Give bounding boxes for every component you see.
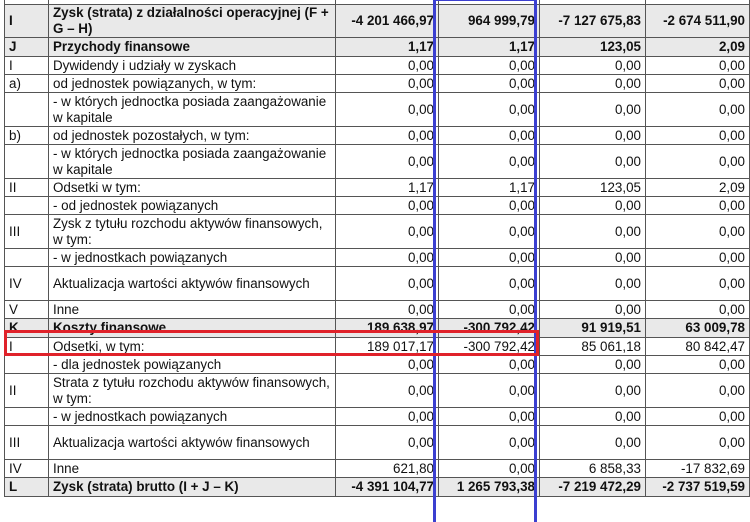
table-row xyxy=(5,179,750,197)
row-label: Dywidendy i udziały w zyskach xyxy=(49,57,336,75)
value-cell-col-3: 0,00 xyxy=(540,145,646,179)
value-cell-col-2: 0,00 xyxy=(439,408,540,426)
row-code xyxy=(5,249,49,267)
value-cell-col-3: 0,00 xyxy=(540,426,646,460)
row-code: II xyxy=(5,374,49,408)
value-cell-col-1: 0,00 xyxy=(336,93,439,127)
value-cell-col-3: 0,00 xyxy=(540,127,646,145)
value-cell-col-3: 123,05 xyxy=(540,38,646,57)
row-label: Strata z tytułu rozchodu aktywów finansowych, w tym: xyxy=(49,374,336,408)
value-cell-col-4: -17 832,69 xyxy=(646,460,750,478)
row-label: Zysk (strata) z działalności operacyjnej (F + G – H) xyxy=(49,5,336,38)
value-cell-col-2: 1,17 xyxy=(439,38,540,57)
value-cell-col-1: 1,17 xyxy=(336,38,439,57)
value-cell-col-4: -2 737 519,59 xyxy=(646,478,750,497)
value-cell-col-2: 0,00 xyxy=(439,127,540,145)
row-code: I xyxy=(5,338,49,356)
row-label: Koszty finansowe xyxy=(49,319,336,338)
value-cell-col-3: 0,00 xyxy=(540,408,646,426)
row-code xyxy=(5,145,49,179)
value-cell-col-1: 0,00 xyxy=(336,426,439,460)
value-cell-col-2: 964 999,79 xyxy=(439,5,540,38)
table-row xyxy=(5,93,750,127)
value-cell-col-1: 0,00 xyxy=(336,57,439,75)
value-cell-col-4: 63 009,78 xyxy=(646,319,750,338)
table-row xyxy=(5,249,750,267)
row-label: - w których jednoctka posiada zaangażowanie w kapitale xyxy=(49,145,336,179)
value-cell-col-2: 1,17 xyxy=(439,179,540,197)
value-cell-col-3: 6 858,33 xyxy=(540,460,646,478)
row-code: III xyxy=(5,426,49,460)
value-cell-col-1: 0,00 xyxy=(336,301,439,319)
value-cell-col-3: 0,00 xyxy=(540,267,646,301)
financial-table-body xyxy=(5,0,750,497)
value-cell-col-4: 0,00 xyxy=(646,356,750,374)
value-cell-col-2: 0,00 xyxy=(439,215,540,249)
table-row xyxy=(5,145,750,179)
value-cell-col-2: -300 792,42 xyxy=(439,338,540,356)
row-code: a) xyxy=(5,75,49,93)
value-cell-col-3: 0,00 xyxy=(540,75,646,93)
value-cell-col-2: 0,00 xyxy=(439,267,540,301)
value-cell-col-1: 0,00 xyxy=(336,249,439,267)
row-code: I xyxy=(5,57,49,75)
row-label: Inne xyxy=(49,301,336,319)
row-label: - w jednostkach powiązanych xyxy=(49,249,336,267)
row-code: b) xyxy=(5,127,49,145)
value-cell-col-4: 0,00 xyxy=(646,249,750,267)
value-cell-col-3: 85 061,18 xyxy=(540,338,646,356)
table-row xyxy=(5,267,750,301)
row-label: - w których jednoctka posiada zaangażowanie w kapitale xyxy=(49,93,336,127)
value-cell-col-3: -7 219 472,29 xyxy=(540,478,646,497)
row-code: J xyxy=(5,38,49,57)
value-cell-col-3: 0,00 xyxy=(540,93,646,127)
table-row xyxy=(5,374,750,408)
row-code: III xyxy=(5,215,49,249)
row-code xyxy=(5,197,49,215)
row-label: - od jednostek powiązanych xyxy=(49,197,336,215)
value-cell-col-3: 91 919,51 xyxy=(540,319,646,338)
value-cell-col-4: 2,09 xyxy=(646,179,750,197)
value-cell-col-4: 0,00 xyxy=(646,215,750,249)
value-cell-col-2: 0,00 xyxy=(439,460,540,478)
row-code xyxy=(5,408,49,426)
row-code: IV xyxy=(5,267,49,301)
row-label: Przychody finansowe xyxy=(49,38,336,57)
row-code: IV xyxy=(5,460,49,478)
table-row xyxy=(5,338,750,356)
value-cell-col-3: 0,00 xyxy=(540,215,646,249)
value-cell-col-3: 0,00 xyxy=(540,249,646,267)
value-cell-col-2: 1 265 793,38 xyxy=(439,478,540,497)
value-cell-col-3: 0,00 xyxy=(540,356,646,374)
value-cell-col-1: 0,00 xyxy=(336,408,439,426)
value-cell-col-2: 0,00 xyxy=(439,356,540,374)
value-cell-col-2: 0,00 xyxy=(439,374,540,408)
row-label: Zysk z tytułu rozchodu aktywów finansowych, w tym: xyxy=(49,215,336,249)
row-label: - dla jednostek powiązanych xyxy=(49,356,336,374)
value-cell-col-3: 0,00 xyxy=(540,301,646,319)
value-cell-col-1: 189 017,17 xyxy=(336,338,439,356)
value-cell-col-4: 0,00 xyxy=(646,267,750,301)
value-cell-col-3: 0,00 xyxy=(540,374,646,408)
value-cell-col-1: 621,80 xyxy=(336,460,439,478)
table-row xyxy=(5,75,750,93)
row-label: Aktualizacja wartości aktywów finansowych xyxy=(49,426,336,460)
table-row xyxy=(5,426,750,460)
row-label: Odsetki, w tym: xyxy=(49,338,336,356)
section-row xyxy=(5,5,750,38)
financial-table xyxy=(4,0,750,497)
table-row xyxy=(5,197,750,215)
value-cell-col-2: 0,00 xyxy=(439,57,540,75)
value-cell-col-1: 0,00 xyxy=(336,197,439,215)
value-cell-col-4: 0,00 xyxy=(646,197,750,215)
value-cell-col-4: 0,00 xyxy=(646,301,750,319)
value-cell-col-2: 0,00 xyxy=(439,145,540,179)
value-cell-col-4: 0,00 xyxy=(646,93,750,127)
value-cell-col-1: 0,00 xyxy=(336,145,439,179)
value-cell-col-4: 0,00 xyxy=(646,127,750,145)
value-cell-col-4: 0,00 xyxy=(646,145,750,179)
value-cell-col-2: -300 792,42 xyxy=(439,319,540,338)
value-cell-col-4: 2,09 xyxy=(646,38,750,57)
value-cell-col-1: 0,00 xyxy=(336,127,439,145)
row-code: II xyxy=(5,179,49,197)
value-cell-col-1: -4 201 466,97 xyxy=(336,5,439,38)
row-code xyxy=(5,356,49,374)
row-label: od jednostek powiązanych, w tym: xyxy=(49,75,336,93)
table-row xyxy=(5,127,750,145)
value-cell-col-1: -4 391 104,77 xyxy=(336,478,439,497)
value-cell-col-4: 0,00 xyxy=(646,408,750,426)
row-code: K xyxy=(5,319,49,338)
value-cell-col-2: 0,00 xyxy=(439,301,540,319)
row-code: L xyxy=(5,478,49,497)
value-cell-col-1: 0,00 xyxy=(336,356,439,374)
value-cell-col-4: 0,00 xyxy=(646,426,750,460)
row-label: - w jednostkach powiązanych xyxy=(49,408,336,426)
row-label: od jednostek pozostałych, w tym: xyxy=(49,127,336,145)
row-label: Odsetki w tym: xyxy=(49,179,336,197)
value-cell-col-3: 0,00 xyxy=(540,197,646,215)
section-row xyxy=(5,478,750,497)
section-row xyxy=(5,38,750,57)
value-cell-col-4: 80 842,47 xyxy=(646,338,750,356)
value-cell-col-4: 0,00 xyxy=(646,57,750,75)
value-cell-col-3: 0,00 xyxy=(540,57,646,75)
value-cell-col-3: 123,05 xyxy=(540,179,646,197)
value-cell-col-4: -2 674 511,90 xyxy=(646,5,750,38)
row-label: Inne xyxy=(49,460,336,478)
value-cell-col-4: 0,00 xyxy=(646,75,750,93)
table-row xyxy=(5,57,750,75)
row-code: V xyxy=(5,301,49,319)
table-row xyxy=(5,408,750,426)
table-row xyxy=(5,460,750,478)
value-cell-col-1: 0,00 xyxy=(336,267,439,301)
value-cell-col-3: -7 127 675,83 xyxy=(540,5,646,38)
value-cell-col-1: 0,00 xyxy=(336,75,439,93)
table-row xyxy=(5,301,750,319)
value-cell-col-2: 0,00 xyxy=(439,93,540,127)
value-cell-col-2: 0,00 xyxy=(439,75,540,93)
value-cell-col-1: 189 638,97 xyxy=(336,319,439,338)
value-cell-col-2: 0,00 xyxy=(439,426,540,460)
row-code xyxy=(5,93,49,127)
row-label: Zysk (strata) brutto (I + J – K) xyxy=(49,478,336,497)
row-code: I xyxy=(5,5,49,38)
value-cell-col-4: 0,00 xyxy=(646,374,750,408)
value-cell-col-2: 0,00 xyxy=(439,197,540,215)
row-label: Aktualizacja wartości aktywów finansowych xyxy=(49,267,336,301)
section-row xyxy=(5,319,750,338)
value-cell-col-2: 0,00 xyxy=(439,249,540,267)
table-row xyxy=(5,215,750,249)
value-cell-col-1: 0,00 xyxy=(336,215,439,249)
value-cell-col-1: 0,00 xyxy=(336,374,439,408)
table-row xyxy=(5,356,750,374)
value-cell-col-1: 1,17 xyxy=(336,179,439,197)
